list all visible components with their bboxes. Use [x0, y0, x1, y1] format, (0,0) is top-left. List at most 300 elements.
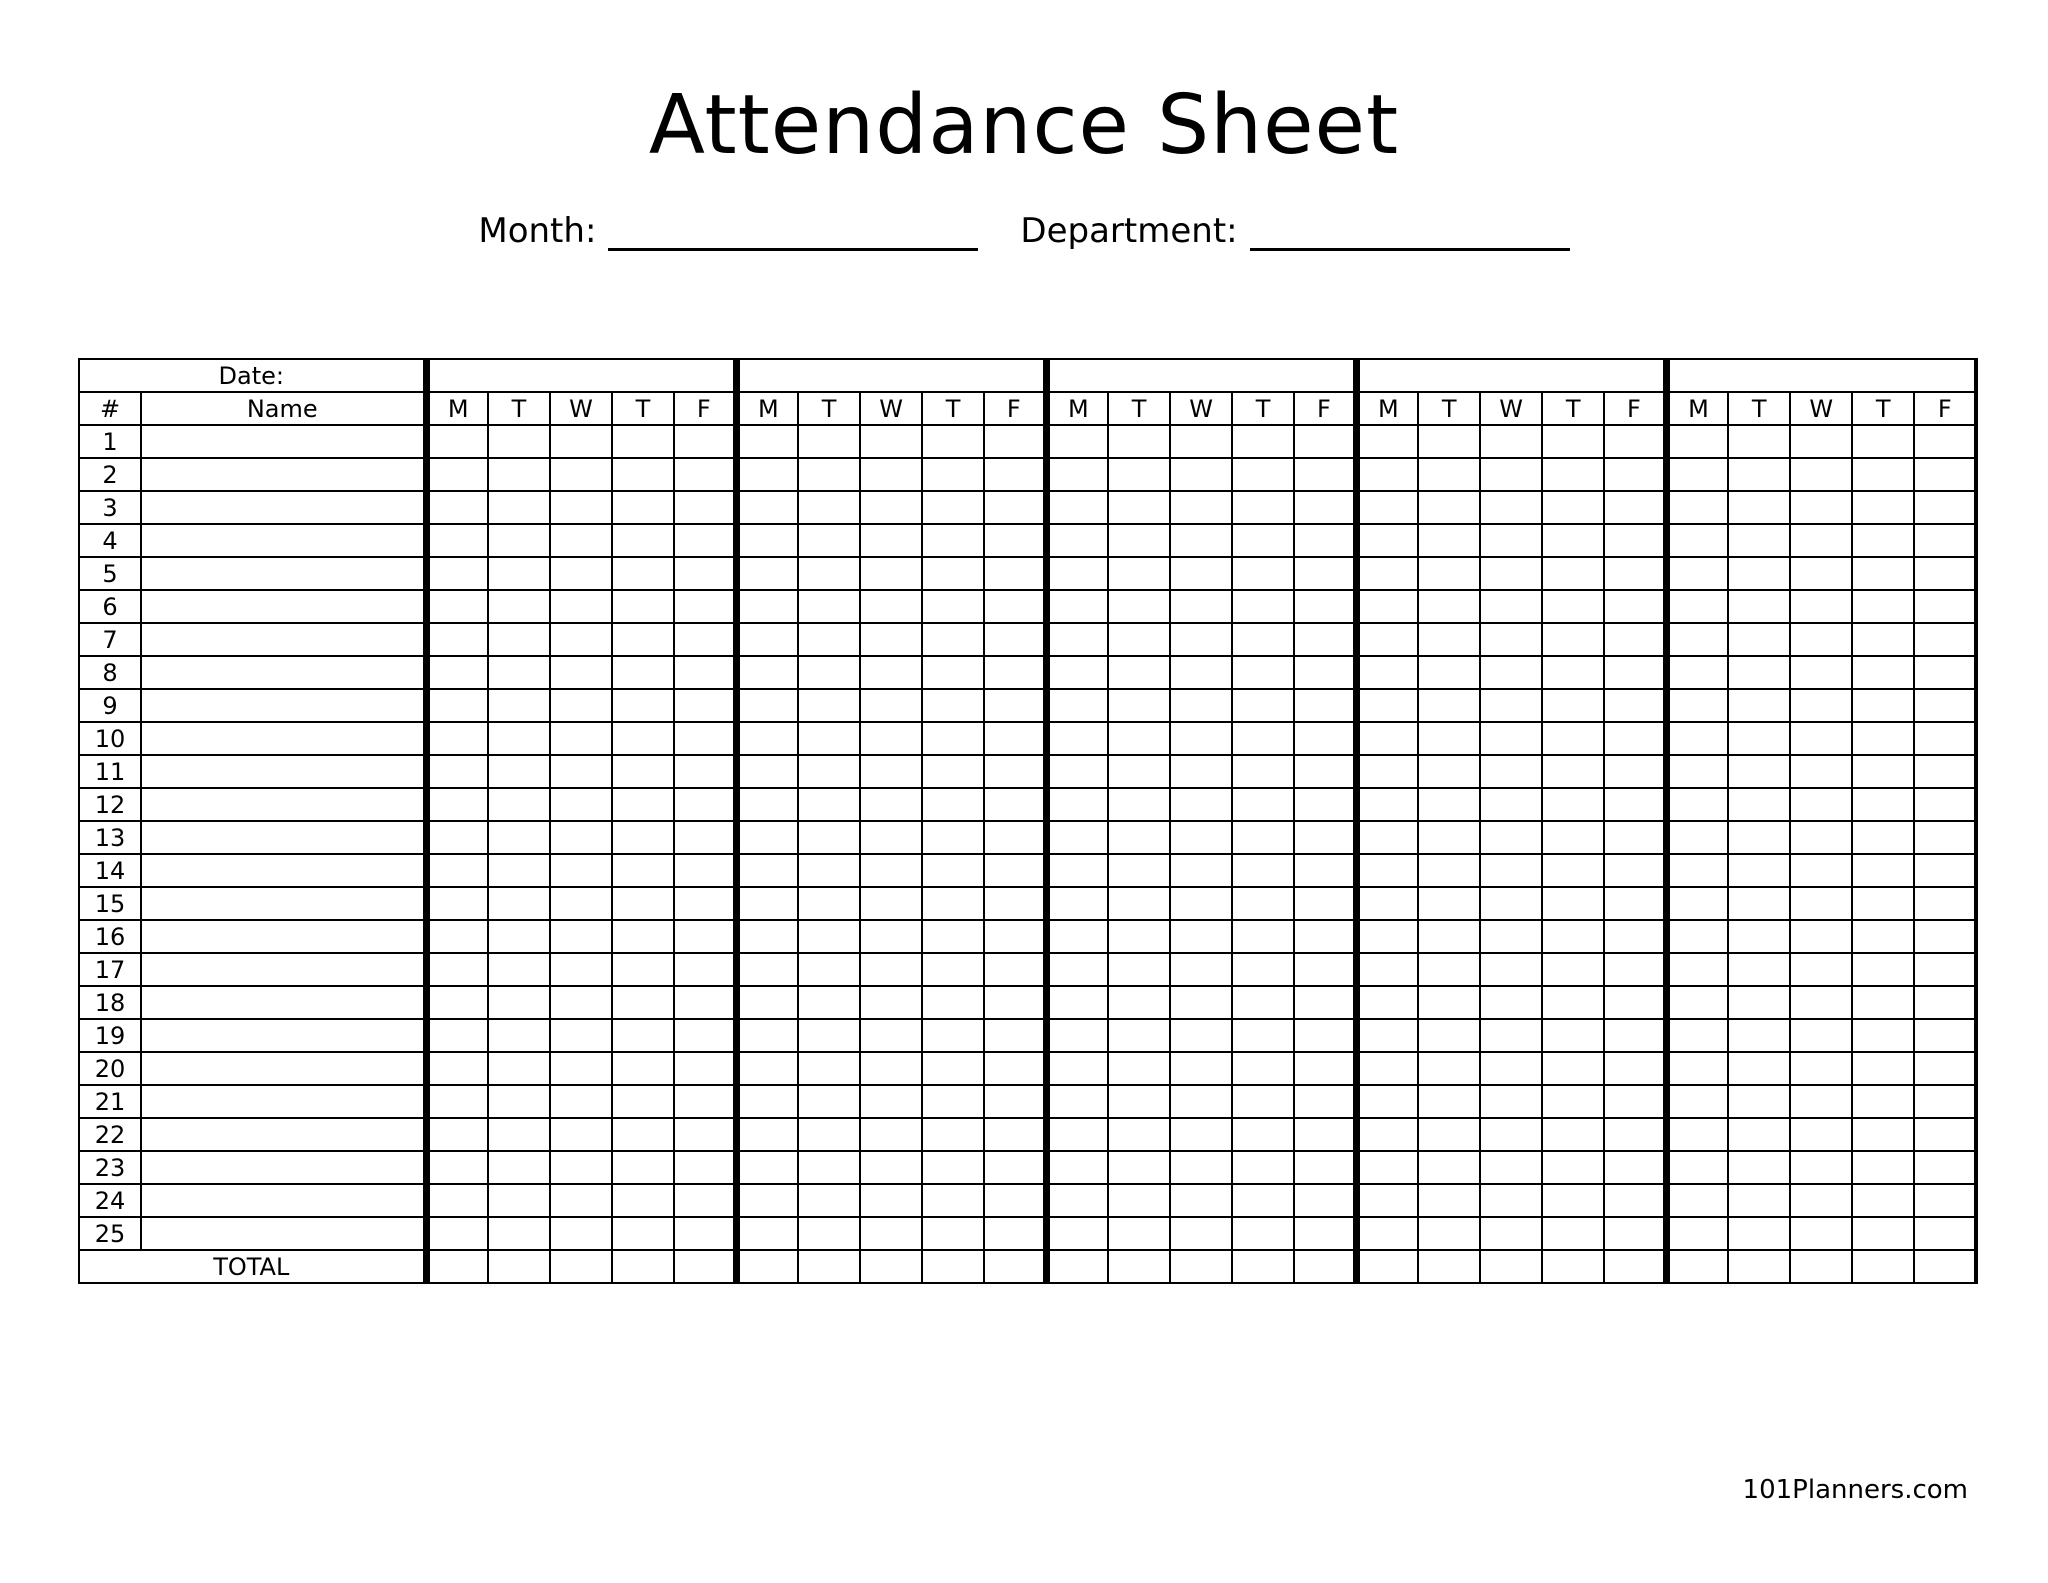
attendance-cell[interactable]: [550, 1085, 612, 1118]
date-week-header-cell[interactable]: [1046, 359, 1356, 392]
attendance-cell[interactable]: [1666, 953, 1728, 986]
attendance-cell[interactable]: [674, 887, 736, 920]
attendance-cell[interactable]: [1604, 722, 1666, 755]
attendance-cell[interactable]: [488, 1085, 550, 1118]
attendance-cell[interactable]: [1046, 656, 1108, 689]
attendance-cell[interactable]: [612, 458, 674, 491]
attendance-cell[interactable]: [1046, 788, 1108, 821]
attendance-cell[interactable]: [674, 788, 736, 821]
attendance-cell[interactable]: [736, 1217, 798, 1250]
attendance-cell[interactable]: [674, 1217, 736, 1250]
attendance-cell[interactable]: [1666, 1052, 1728, 1085]
attendance-cell[interactable]: [1604, 887, 1666, 920]
attendance-cell[interactable]: [1046, 755, 1108, 788]
attendance-cell[interactable]: [1790, 920, 1852, 953]
attendance-cell[interactable]: [550, 1184, 612, 1217]
attendance-cell[interactable]: [1418, 887, 1480, 920]
attendance-cell[interactable]: [860, 458, 922, 491]
attendance-cell[interactable]: [1232, 1151, 1294, 1184]
attendance-cell[interactable]: [736, 1118, 798, 1151]
attendance-cell[interactable]: [426, 722, 488, 755]
attendance-cell[interactable]: [1480, 920, 1542, 953]
attendance-cell[interactable]: [1170, 788, 1232, 821]
attendance-cell[interactable]: [1232, 887, 1294, 920]
attendance-cell[interactable]: [1852, 1118, 1914, 1151]
attendance-cell[interactable]: [1356, 986, 1418, 1019]
attendance-cell[interactable]: [1108, 1085, 1170, 1118]
attendance-cell[interactable]: [736, 854, 798, 887]
attendance-cell[interactable]: [984, 821, 1046, 854]
attendance-cell[interactable]: [798, 590, 860, 623]
name-cell[interactable]: [141, 1118, 426, 1151]
attendance-cell[interactable]: [488, 986, 550, 1019]
attendance-cell[interactable]: [1356, 854, 1418, 887]
attendance-cell[interactable]: [1418, 722, 1480, 755]
attendance-cell[interactable]: [1046, 854, 1108, 887]
attendance-cell[interactable]: [1666, 1085, 1728, 1118]
attendance-cell[interactable]: [1728, 623, 1790, 656]
attendance-cell[interactable]: [1232, 1217, 1294, 1250]
attendance-cell[interactable]: [488, 557, 550, 590]
attendance-cell[interactable]: [674, 920, 736, 953]
attendance-cell[interactable]: [1356, 458, 1418, 491]
attendance-cell[interactable]: [1480, 953, 1542, 986]
attendance-cell[interactable]: [1170, 425, 1232, 458]
attendance-cell[interactable]: [1294, 722, 1356, 755]
attendance-cell[interactable]: [674, 755, 736, 788]
attendance-cell[interactable]: [1170, 491, 1232, 524]
attendance-cell[interactable]: [922, 953, 984, 986]
attendance-cell[interactable]: [1294, 1052, 1356, 1085]
attendance-cell[interactable]: [1604, 557, 1666, 590]
attendance-cell[interactable]: [922, 689, 984, 722]
attendance-cell[interactable]: [1170, 986, 1232, 1019]
name-cell[interactable]: [141, 557, 426, 590]
attendance-cell[interactable]: [984, 1184, 1046, 1217]
attendance-cell[interactable]: [1914, 1019, 1976, 1052]
attendance-cell[interactable]: [488, 524, 550, 557]
attendance-cell[interactable]: [1232, 557, 1294, 590]
attendance-cell[interactable]: [550, 656, 612, 689]
attendance-cell[interactable]: [1542, 1184, 1604, 1217]
attendance-cell[interactable]: [488, 953, 550, 986]
attendance-cell[interactable]: [1542, 953, 1604, 986]
attendance-cell[interactable]: [1418, 854, 1480, 887]
attendance-cell[interactable]: [1542, 557, 1604, 590]
attendance-cell[interactable]: [1666, 755, 1728, 788]
attendance-cell[interactable]: [1108, 722, 1170, 755]
attendance-cell[interactable]: [922, 425, 984, 458]
attendance-cell[interactable]: [860, 1217, 922, 1250]
attendance-cell[interactable]: [1108, 920, 1170, 953]
attendance-cell[interactable]: [1418, 557, 1480, 590]
attendance-cell[interactable]: [612, 1217, 674, 1250]
attendance-cell[interactable]: [488, 1118, 550, 1151]
attendance-cell[interactable]: [1232, 1019, 1294, 1052]
attendance-cell[interactable]: [984, 458, 1046, 491]
attendance-cell[interactable]: [1914, 1217, 1976, 1250]
attendance-cell[interactable]: [426, 1184, 488, 1217]
attendance-cell[interactable]: [488, 788, 550, 821]
attendance-cell[interactable]: [488, 755, 550, 788]
attendance-cell[interactable]: [1604, 1217, 1666, 1250]
attendance-cell[interactable]: [1232, 425, 1294, 458]
attendance-cell[interactable]: [1356, 425, 1418, 458]
attendance-cell[interactable]: [1046, 1052, 1108, 1085]
attendance-cell[interactable]: [1852, 755, 1914, 788]
name-cell[interactable]: [141, 920, 426, 953]
attendance-cell[interactable]: [1356, 1217, 1418, 1250]
attendance-cell[interactable]: [1356, 1151, 1418, 1184]
attendance-cell[interactable]: [1790, 986, 1852, 1019]
attendance-cell[interactable]: [1232, 590, 1294, 623]
attendance-cell[interactable]: [736, 1052, 798, 1085]
attendance-cell[interactable]: [1542, 491, 1604, 524]
attendance-cell[interactable]: [1542, 1052, 1604, 1085]
attendance-cell[interactable]: [1790, 1151, 1852, 1184]
attendance-cell[interactable]: [922, 722, 984, 755]
name-cell[interactable]: [141, 1184, 426, 1217]
total-cell[interactable]: [1108, 1250, 1170, 1283]
attendance-cell[interactable]: [984, 590, 1046, 623]
attendance-cell[interactable]: [1294, 1085, 1356, 1118]
name-cell[interactable]: [141, 425, 426, 458]
attendance-cell[interactable]: [1790, 1019, 1852, 1052]
attendance-cell[interactable]: [1542, 821, 1604, 854]
attendance-cell[interactable]: [860, 491, 922, 524]
name-cell[interactable]: [141, 1052, 426, 1085]
name-cell[interactable]: [141, 722, 426, 755]
attendance-cell[interactable]: [1046, 557, 1108, 590]
attendance-cell[interactable]: [426, 656, 488, 689]
department-input-line[interactable]: [1250, 218, 1570, 251]
attendance-cell[interactable]: [736, 1085, 798, 1118]
attendance-cell[interactable]: [1170, 755, 1232, 788]
attendance-cell[interactable]: [1604, 623, 1666, 656]
total-cell[interactable]: [1232, 1250, 1294, 1283]
attendance-cell[interactable]: [550, 491, 612, 524]
attendance-cell[interactable]: [1232, 920, 1294, 953]
attendance-cell[interactable]: [1914, 821, 1976, 854]
attendance-cell[interactable]: [1294, 1151, 1356, 1184]
attendance-cell[interactable]: [1728, 590, 1790, 623]
attendance-cell[interactable]: [1852, 953, 1914, 986]
attendance-cell[interactable]: [1790, 557, 1852, 590]
attendance-cell[interactable]: [922, 920, 984, 953]
attendance-cell[interactable]: [1542, 524, 1604, 557]
attendance-cell[interactable]: [1108, 689, 1170, 722]
attendance-cell[interactable]: [1232, 986, 1294, 1019]
attendance-cell[interactable]: [1852, 425, 1914, 458]
attendance-cell[interactable]: [798, 524, 860, 557]
attendance-cell[interactable]: [426, 920, 488, 953]
attendance-cell[interactable]: [1108, 1217, 1170, 1250]
attendance-cell[interactable]: [984, 1151, 1046, 1184]
attendance-cell[interactable]: [550, 1118, 612, 1151]
attendance-cell[interactable]: [1294, 1118, 1356, 1151]
attendance-cell[interactable]: [1418, 920, 1480, 953]
month-field[interactable]: [478, 211, 978, 251]
attendance-cell[interactable]: [1170, 1052, 1232, 1085]
attendance-cell[interactable]: [550, 854, 612, 887]
attendance-cell[interactable]: [1728, 788, 1790, 821]
attendance-cell[interactable]: [612, 689, 674, 722]
attendance-cell[interactable]: [1728, 656, 1790, 689]
attendance-cell[interactable]: [1728, 854, 1790, 887]
attendance-cell[interactable]: [1852, 1151, 1914, 1184]
attendance-cell[interactable]: [612, 953, 674, 986]
attendance-cell[interactable]: [860, 1085, 922, 1118]
attendance-cell[interactable]: [426, 590, 488, 623]
attendance-cell[interactable]: [922, 1217, 984, 1250]
attendance-cell[interactable]: [1294, 458, 1356, 491]
attendance-cell[interactable]: [1604, 1184, 1666, 1217]
attendance-cell[interactable]: [1294, 887, 1356, 920]
attendance-cell[interactable]: [922, 590, 984, 623]
attendance-cell[interactable]: [860, 755, 922, 788]
attendance-cell[interactable]: [1232, 656, 1294, 689]
attendance-cell[interactable]: [1666, 524, 1728, 557]
attendance-cell[interactable]: [1418, 590, 1480, 623]
attendance-cell[interactable]: [736, 986, 798, 1019]
attendance-cell[interactable]: [1604, 788, 1666, 821]
attendance-cell[interactable]: [984, 557, 1046, 590]
attendance-cell[interactable]: [1790, 953, 1852, 986]
attendance-cell[interactable]: [922, 986, 984, 1019]
attendance-cell[interactable]: [1852, 986, 1914, 1019]
attendance-cell[interactable]: [1914, 425, 1976, 458]
attendance-cell[interactable]: [1294, 1217, 1356, 1250]
attendance-cell[interactable]: [1790, 524, 1852, 557]
attendance-cell[interactable]: [1542, 458, 1604, 491]
attendance-cell[interactable]: [860, 656, 922, 689]
attendance-cell[interactable]: [1914, 1151, 1976, 1184]
attendance-cell[interactable]: [984, 755, 1046, 788]
attendance-cell[interactable]: [426, 425, 488, 458]
attendance-cell[interactable]: [1728, 458, 1790, 491]
attendance-cell[interactable]: [426, 1151, 488, 1184]
total-cell[interactable]: [1666, 1250, 1728, 1283]
attendance-cell[interactable]: [1046, 458, 1108, 491]
attendance-cell[interactable]: [1542, 1019, 1604, 1052]
attendance-cell[interactable]: [798, 491, 860, 524]
attendance-cell[interactable]: [1542, 1217, 1604, 1250]
attendance-cell[interactable]: [1666, 491, 1728, 524]
attendance-cell[interactable]: [860, 557, 922, 590]
attendance-cell[interactable]: [488, 920, 550, 953]
attendance-cell[interactable]: [488, 1184, 550, 1217]
attendance-cell[interactable]: [674, 623, 736, 656]
total-cell[interactable]: [1728, 1250, 1790, 1283]
attendance-cell[interactable]: [1356, 590, 1418, 623]
attendance-cell[interactable]: [1666, 689, 1728, 722]
attendance-cell[interactable]: [674, 821, 736, 854]
attendance-cell[interactable]: [1480, 1184, 1542, 1217]
attendance-cell[interactable]: [1914, 1118, 1976, 1151]
total-cell[interactable]: [922, 1250, 984, 1283]
attendance-cell[interactable]: [1480, 1052, 1542, 1085]
attendance-cell[interactable]: [798, 623, 860, 656]
attendance-cell[interactable]: [1852, 524, 1914, 557]
attendance-cell[interactable]: [798, 920, 860, 953]
attendance-cell[interactable]: [1604, 590, 1666, 623]
attendance-cell[interactable]: [1480, 1118, 1542, 1151]
attendance-cell[interactable]: [1356, 821, 1418, 854]
attendance-cell[interactable]: [1666, 1019, 1728, 1052]
attendance-cell[interactable]: [1728, 920, 1790, 953]
attendance-cell[interactable]: [1046, 986, 1108, 1019]
attendance-cell[interactable]: [798, 557, 860, 590]
attendance-cell[interactable]: [1294, 689, 1356, 722]
attendance-cell[interactable]: [860, 1019, 922, 1052]
attendance-cell[interactable]: [1480, 689, 1542, 722]
name-cell[interactable]: [141, 953, 426, 986]
attendance-cell[interactable]: [1480, 986, 1542, 1019]
attendance-cell[interactable]: [798, 1019, 860, 1052]
attendance-cell[interactable]: [860, 1151, 922, 1184]
attendance-cell[interactable]: [1232, 623, 1294, 656]
attendance-cell[interactable]: [984, 1217, 1046, 1250]
attendance-cell[interactable]: [1790, 689, 1852, 722]
attendance-cell[interactable]: [488, 623, 550, 656]
attendance-cell[interactable]: [426, 1052, 488, 1085]
attendance-cell[interactable]: [1852, 722, 1914, 755]
attendance-cell[interactable]: [1046, 1019, 1108, 1052]
attendance-cell[interactable]: [1542, 755, 1604, 788]
attendance-cell[interactable]: [612, 1118, 674, 1151]
attendance-cell[interactable]: [1356, 722, 1418, 755]
attendance-cell[interactable]: [1170, 854, 1232, 887]
attendance-cell[interactable]: [1604, 425, 1666, 458]
attendance-cell[interactable]: [1418, 524, 1480, 557]
attendance-cell[interactable]: [1294, 656, 1356, 689]
attendance-cell[interactable]: [674, 1184, 736, 1217]
total-cell[interactable]: [984, 1250, 1046, 1283]
attendance-cell[interactable]: [1480, 491, 1542, 524]
attendance-cell[interactable]: [488, 656, 550, 689]
attendance-cell[interactable]: [798, 1052, 860, 1085]
attendance-cell[interactable]: [1418, 986, 1480, 1019]
attendance-cell[interactable]: [1790, 1184, 1852, 1217]
attendance-cell[interactable]: [612, 623, 674, 656]
attendance-cell[interactable]: [798, 1151, 860, 1184]
attendance-cell[interactable]: [1108, 1019, 1170, 1052]
attendance-cell[interactable]: [426, 821, 488, 854]
attendance-cell[interactable]: [1542, 425, 1604, 458]
attendance-cell[interactable]: [984, 953, 1046, 986]
attendance-cell[interactable]: [736, 953, 798, 986]
attendance-cell[interactable]: [1790, 425, 1852, 458]
attendance-cell[interactable]: [426, 689, 488, 722]
attendance-cell[interactable]: [1666, 590, 1728, 623]
attendance-cell[interactable]: [798, 755, 860, 788]
name-cell[interactable]: [141, 524, 426, 557]
attendance-cell[interactable]: [1852, 656, 1914, 689]
attendance-cell[interactable]: [984, 788, 1046, 821]
attendance-cell[interactable]: [426, 953, 488, 986]
attendance-cell[interactable]: [984, 1019, 1046, 1052]
attendance-cell[interactable]: [1480, 524, 1542, 557]
attendance-cell[interactable]: [798, 986, 860, 1019]
attendance-cell[interactable]: [860, 590, 922, 623]
attendance-cell[interactable]: [860, 689, 922, 722]
attendance-cell[interactable]: [1232, 854, 1294, 887]
attendance-cell[interactable]: [1852, 1085, 1914, 1118]
attendance-cell[interactable]: [550, 788, 612, 821]
attendance-cell[interactable]: [1108, 788, 1170, 821]
attendance-cell[interactable]: [1418, 623, 1480, 656]
attendance-cell[interactable]: [860, 986, 922, 1019]
attendance-cell[interactable]: [1294, 788, 1356, 821]
attendance-cell[interactable]: [1728, 1052, 1790, 1085]
attendance-cell[interactable]: [488, 689, 550, 722]
attendance-cell[interactable]: [736, 1019, 798, 1052]
total-cell[interactable]: [736, 1250, 798, 1283]
attendance-cell[interactable]: [1604, 986, 1666, 1019]
attendance-cell[interactable]: [1170, 1217, 1232, 1250]
attendance-cell[interactable]: [1418, 1019, 1480, 1052]
attendance-cell[interactable]: [1046, 722, 1108, 755]
attendance-cell[interactable]: [1356, 656, 1418, 689]
attendance-cell[interactable]: [488, 491, 550, 524]
attendance-cell[interactable]: [612, 425, 674, 458]
name-cell[interactable]: [141, 458, 426, 491]
attendance-cell[interactable]: [1480, 854, 1542, 887]
attendance-cell[interactable]: [1170, 920, 1232, 953]
attendance-cell[interactable]: [798, 821, 860, 854]
attendance-cell[interactable]: [1418, 788, 1480, 821]
attendance-cell[interactable]: [674, 1052, 736, 1085]
attendance-cell[interactable]: [1046, 491, 1108, 524]
attendance-cell[interactable]: [1356, 623, 1418, 656]
attendance-cell[interactable]: [1852, 689, 1914, 722]
attendance-cell[interactable]: [1542, 1085, 1604, 1118]
attendance-cell[interactable]: [612, 1019, 674, 1052]
name-cell[interactable]: [141, 1019, 426, 1052]
attendance-cell[interactable]: [1108, 458, 1170, 491]
attendance-cell[interactable]: [1604, 1052, 1666, 1085]
attendance-cell[interactable]: [674, 491, 736, 524]
attendance-cell[interactable]: [1356, 557, 1418, 590]
date-week-header-cell[interactable]: [1666, 359, 1976, 392]
attendance-cell[interactable]: [860, 524, 922, 557]
attendance-cell[interactable]: [1294, 524, 1356, 557]
attendance-cell[interactable]: [1790, 1118, 1852, 1151]
attendance-cell[interactable]: [550, 920, 612, 953]
attendance-cell[interactable]: [1914, 887, 1976, 920]
attendance-cell[interactable]: [1294, 755, 1356, 788]
attendance-cell[interactable]: [1356, 1118, 1418, 1151]
attendance-cell[interactable]: [1666, 1151, 1728, 1184]
attendance-cell[interactable]: [612, 524, 674, 557]
attendance-cell[interactable]: [1604, 1151, 1666, 1184]
attendance-cell[interactable]: [612, 1085, 674, 1118]
attendance-cell[interactable]: [1418, 1052, 1480, 1085]
attendance-cell[interactable]: [1418, 1118, 1480, 1151]
attendance-cell[interactable]: [922, 1019, 984, 1052]
attendance-cell[interactable]: [1790, 1217, 1852, 1250]
attendance-cell[interactable]: [1480, 1085, 1542, 1118]
attendance-cell[interactable]: [860, 788, 922, 821]
attendance-cell[interactable]: [674, 590, 736, 623]
attendance-cell[interactable]: [1108, 656, 1170, 689]
attendance-cell[interactable]: [1728, 1217, 1790, 1250]
attendance-cell[interactable]: [1170, 458, 1232, 491]
attendance-cell[interactable]: [860, 623, 922, 656]
attendance-cell[interactable]: [1666, 1217, 1728, 1250]
attendance-cell[interactable]: [1294, 854, 1356, 887]
attendance-cell[interactable]: [1790, 491, 1852, 524]
